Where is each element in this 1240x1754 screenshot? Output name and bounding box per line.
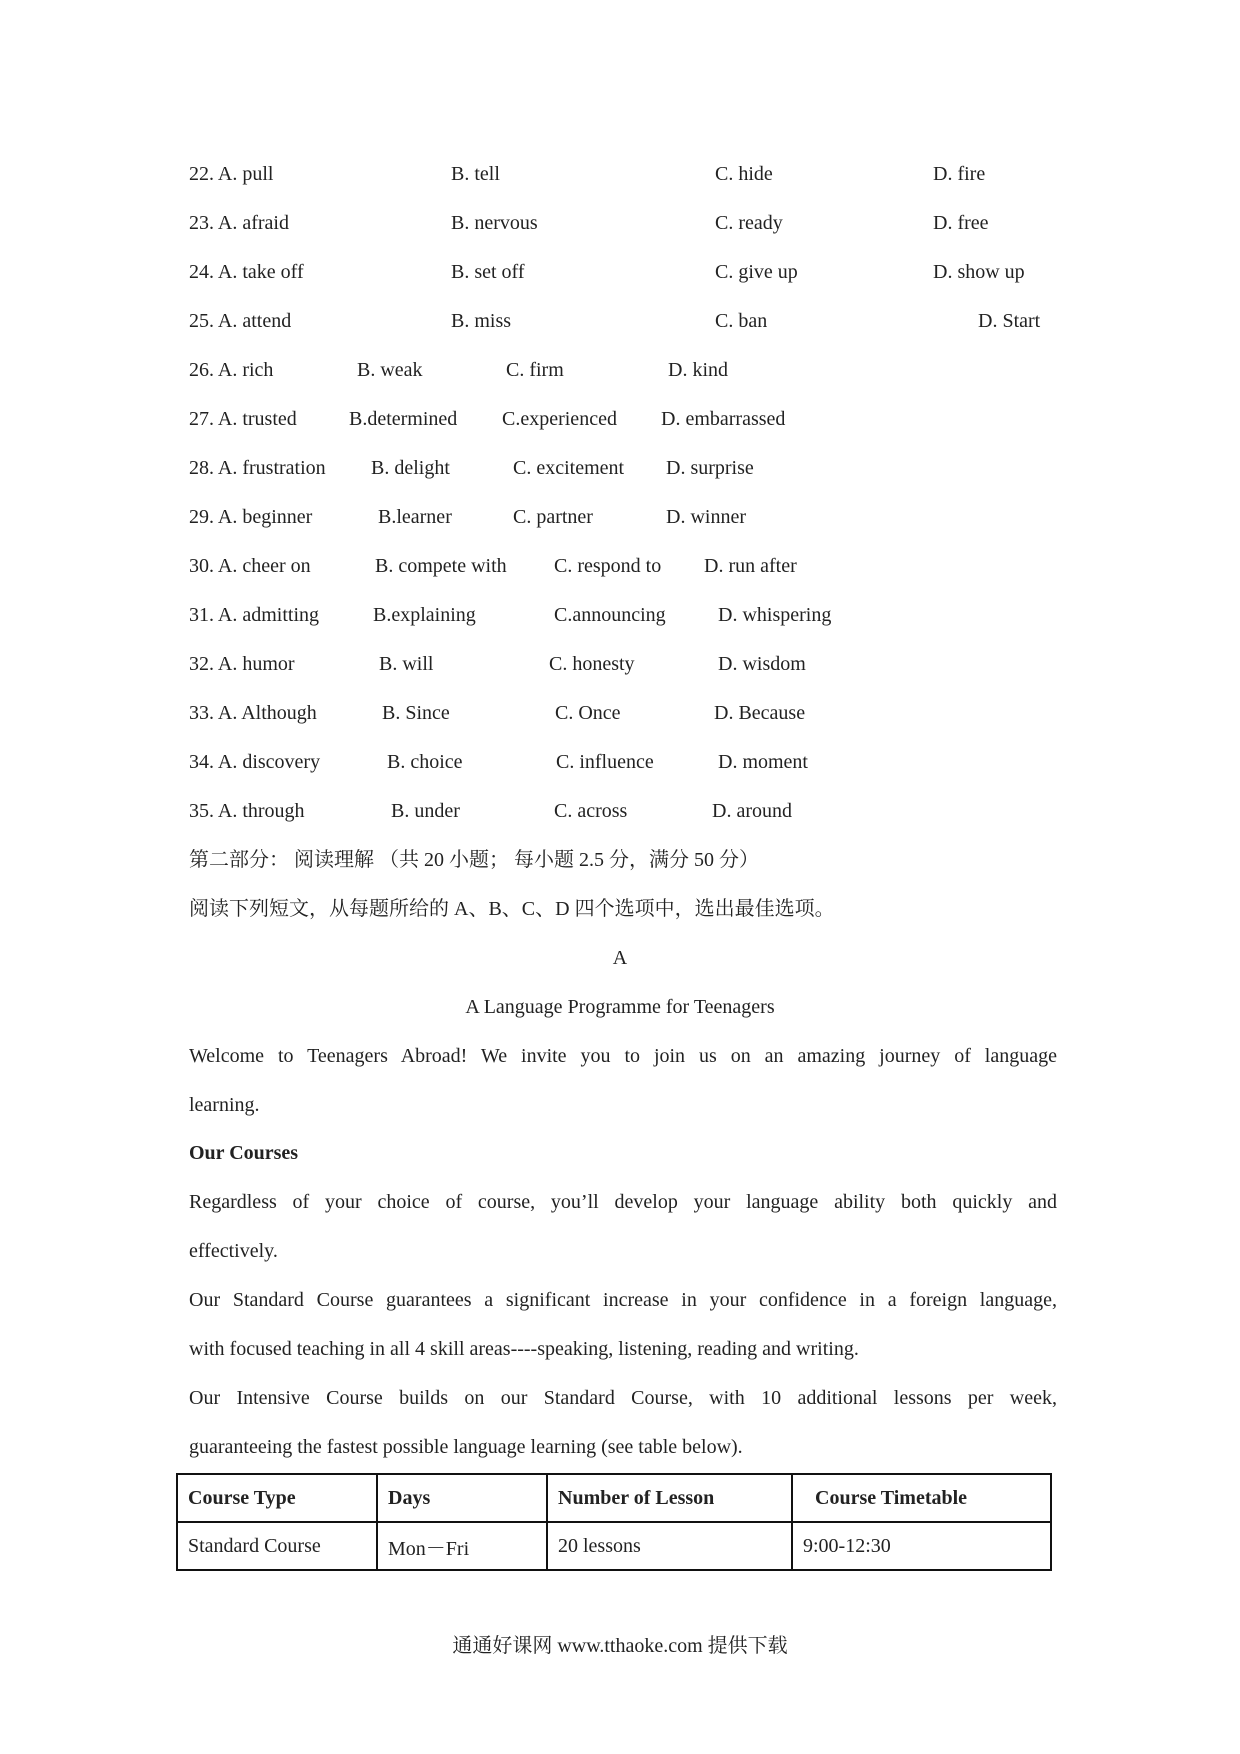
option-d: D. Because (714, 702, 806, 724)
option-a: 26. A. rich (189, 359, 274, 381)
table-header-cell: Course Type (177, 1474, 377, 1522)
paragraph-line: guaranteeing the fastest possible language learning (see table below). (189, 1436, 743, 1458)
option-a: 34. A. discovery (189, 751, 321, 773)
option-b: B. weak (357, 359, 423, 381)
paragraph-line: learning. (189, 1094, 260, 1116)
table-cell: Mon－Fri (377, 1522, 547, 1570)
table-header-cell: Course Timetable (792, 1474, 1051, 1522)
option-b: B. compete with (375, 555, 507, 577)
option-b: B.determined (349, 408, 458, 430)
option-b: B.explaining (373, 604, 476, 626)
option-b: B. will (379, 653, 434, 675)
option-d: D. whispering (718, 604, 832, 626)
option-c: C. Once (555, 702, 621, 724)
option-c: C. ban (715, 310, 768, 332)
option-c: C. partner (513, 506, 593, 528)
option-d: D. fire (933, 163, 986, 185)
option-b: B. miss (451, 310, 512, 332)
option-b: B. under (391, 800, 460, 822)
option-b: B. choice (387, 751, 463, 773)
option-c: C. ready (715, 212, 783, 234)
option-b: B. set off (451, 261, 525, 283)
option-d: D. show up (933, 261, 1025, 283)
option-a: 31. A. admitting (189, 604, 319, 626)
option-c: C. honesty (549, 653, 635, 675)
option-a: 28. A. frustration (189, 457, 326, 479)
option-a: 29. A. beginner (189, 506, 313, 528)
table-cell: 20 lessons (547, 1522, 792, 1570)
course-table (176, 1473, 1052, 1571)
option-a: 24. A. take off (189, 261, 304, 283)
option-c: C. give up (715, 261, 798, 283)
option-a: 25. A. attend (189, 310, 292, 332)
paragraph-line: Regardless of your choice of course, you’ll develop your language ability both quickly and (189, 1191, 1057, 1213)
option-c: C. firm (506, 359, 564, 381)
option-c: C. influence (556, 751, 654, 773)
table-cell: 9:00-12:30 (792, 1522, 1051, 1570)
table-header-cell: Number of Lesson (547, 1474, 792, 1522)
paragraph-line: Our Standard Course guarantees a significant increase in your confidence in a foreign language, (189, 1289, 1057, 1311)
table-row (177, 1522, 1051, 1570)
option-d: D. winner (666, 506, 746, 528)
page-footer: 通通好课网 www.tthaoke.com 提供下载 (452, 1635, 788, 1657)
section-instruction: 阅读下列短文，从每题所给的 A、B、C、D 四个选项中，选出最佳选项。 (189, 898, 835, 920)
option-d: D. Start (978, 310, 1041, 332)
option-b: B. tell (451, 163, 500, 185)
paragraph-line: Our Intensive Course builds on our Standard Course, with 10 additional lessons per week, (189, 1387, 1057, 1409)
option-d: D. around (712, 800, 792, 822)
option-a: 30. A. cheer on (189, 555, 311, 577)
option-c: C. respond to (554, 555, 662, 577)
table-header-row (177, 1474, 1051, 1522)
paragraph-line: with focused teaching in all 4 skill areas----speaking, listening, reading and writing. (189, 1338, 859, 1360)
option-c: C. across (554, 800, 628, 822)
option-c: C.announcing (554, 604, 666, 626)
option-d: D. wisdom (718, 653, 806, 675)
option-d: D. run after (704, 555, 797, 577)
option-a: 27. A. trusted (189, 408, 297, 430)
option-b: B. delight (371, 457, 450, 479)
option-d: D. surprise (666, 457, 754, 479)
option-a: 22. A. pull (189, 163, 274, 185)
section-heading: 第二部分： 阅读理解 （共 20 小题； 每小题 2.5 分，满分 50 分） (189, 849, 759, 871)
option-a: 32. A. humor (189, 653, 295, 675)
table-cell: Standard Course (177, 1522, 377, 1570)
option-a: 33. A. Although (189, 702, 317, 724)
option-a: 23. A. afraid (189, 212, 289, 234)
option-b: B. nervous (451, 212, 538, 234)
option-c: C.experienced (502, 408, 617, 430)
subheading: Our Courses (189, 1142, 299, 1164)
paragraph-line: effectively. (189, 1240, 278, 1262)
option-d: D. kind (668, 359, 728, 381)
passage-letter: A (612, 947, 628, 969)
table-header-cell: Days (377, 1474, 547, 1522)
option-c: C. hide (715, 163, 773, 185)
option-b: B.learner (378, 506, 452, 528)
option-b: B. Since (382, 702, 450, 724)
option-d: D. embarrassed (661, 408, 786, 430)
option-d: D. moment (718, 751, 808, 773)
option-a: 35. A. through (189, 800, 305, 822)
passage-title: A Language Programme for Teenagers (465, 996, 775, 1018)
option-d: D. free (933, 212, 989, 234)
option-c: C. excitement (513, 457, 625, 479)
paragraph-line: Welcome to Teenagers Abroad! We invite you to join us on an amazing journey of language (189, 1045, 1057, 1067)
